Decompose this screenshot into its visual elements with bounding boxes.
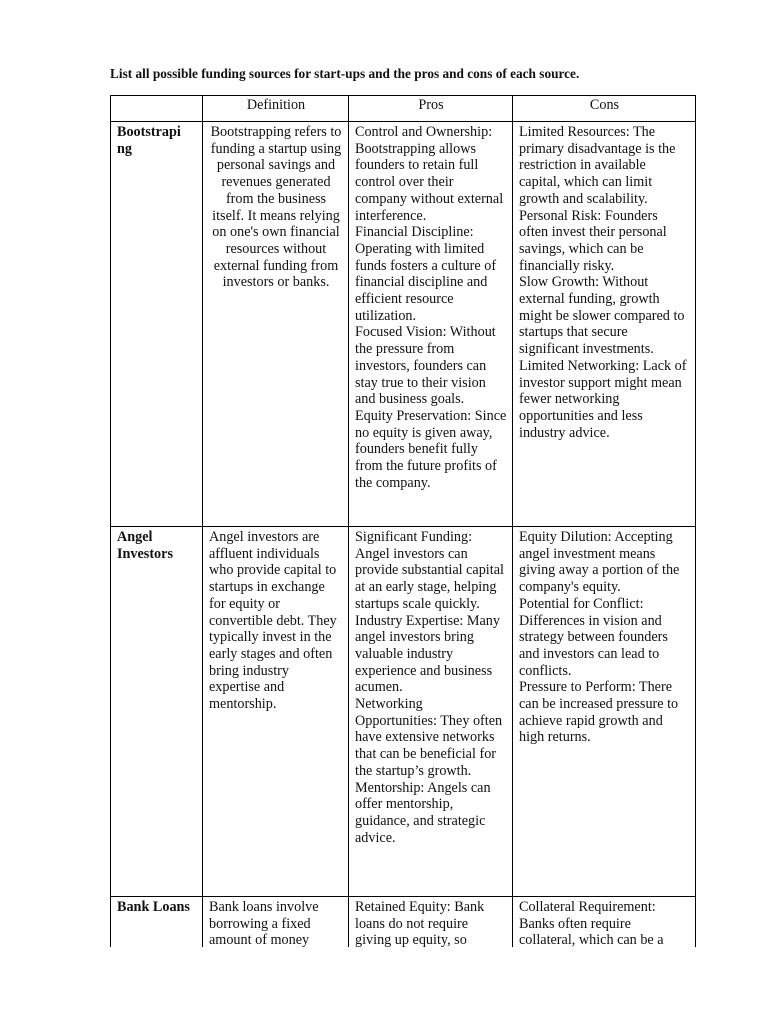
pros-cell (349, 527, 513, 897)
cons-cell (513, 897, 696, 948)
cons-item: Limited Resources: The primary disadvantage is the restriction in available capital, which can limit growth and scalability. (519, 124, 676, 207)
table-header-row (111, 96, 696, 122)
cons-item: Limited Networking: Lack of investor support might mean fewer networking opportunities and less industry advice. (519, 357, 687, 441)
column-header-pros: Pros (349, 96, 513, 122)
pros-item: Focused Vision: Without the pressure from investors, founders can stay true to their vision and business goals. (355, 324, 496, 408)
funding-sources-table (110, 95, 696, 947)
table-row (111, 527, 696, 897)
column-header-source (111, 96, 203, 122)
source-name-cell: Bootstrapi ng (111, 122, 203, 527)
pros-item: Mentorship: Angels can offer mentorship, guidance, and strategic advice. (355, 779, 491, 846)
definition-cell: Bootstrapping refers to funding a startup using personal savings and revenues generated from the business itself. It means relying on one's own financial resources without external funding from investors or banks. (203, 122, 349, 527)
pros-item: Significant Funding: Angel investors can provide substantial capital at an early stage, helping startups scale quickly. (355, 529, 504, 612)
source-name-cell: Angel Investors (111, 527, 203, 897)
column-header-definition: Definition (203, 96, 349, 122)
pros-item: Industry Expertise: Many angel investors bring valuable industry experience and business acumen. (355, 612, 500, 696)
cons-item: Slow Growth: Without external funding, growth might be slower compared to startups that secure significant investments. (519, 274, 685, 358)
definition-cell: Bank loans involve borrowing a fixed amount of money (203, 897, 349, 948)
cons-item: Personal Risk: Founders often invest their personal savings, which can be financially risky. (519, 207, 667, 274)
source-name-cell: Bank Loans (111, 897, 203, 948)
table-row (111, 122, 696, 527)
pros-item: Retained Equity: Bank loans do not require giving up equity, so (355, 899, 485, 947)
pros-cell (349, 897, 513, 948)
definition-cell: Angel investors are affluent individuals who provide capital to startups in exchange for equity or convertible debt. They typically invest in the early stages and often bring industry expertise and mentorship. (203, 527, 349, 897)
pros-item: Equity Preservation: Since no equity is given away, founders benefit fully from the future profits of the company. (355, 407, 507, 491)
column-header-cons: Cons (513, 96, 696, 122)
cons-item: Potential for Conflict: Differences in vision and strategy between founders and investors can lead to conflicts. (519, 595, 668, 679)
pros-item: Control and Ownership: Bootstrapping allows founders to retain full control over their company without external interference. (355, 124, 504, 224)
page-heading: List all possible funding sources for start-ups and the pros and cons of each source. (110, 66, 580, 81)
pros-item: Networking Opportunities: They often have extensive networks that can be beneficial for the startup’s growth. (355, 696, 503, 779)
cons-cell (513, 527, 696, 897)
cons-item: Collateral Requirement: Banks often require collateral, which can be a (519, 899, 664, 947)
cons-item: Pressure to Perform: There can be increased pressure to achieve rapid growth and high returns. (519, 679, 679, 746)
funding-table-container (110, 95, 696, 947)
table-row (111, 897, 696, 948)
pros-cell (349, 122, 513, 527)
pros-item: Financial Discipline: Operating with limited funds fosters a culture of financial discipline and efficient resource utilization. (355, 224, 497, 324)
cons-item: Equity Dilution: Accepting angel investment means giving away a portion of the company's equity. (519, 529, 680, 596)
cons-cell (513, 122, 696, 527)
